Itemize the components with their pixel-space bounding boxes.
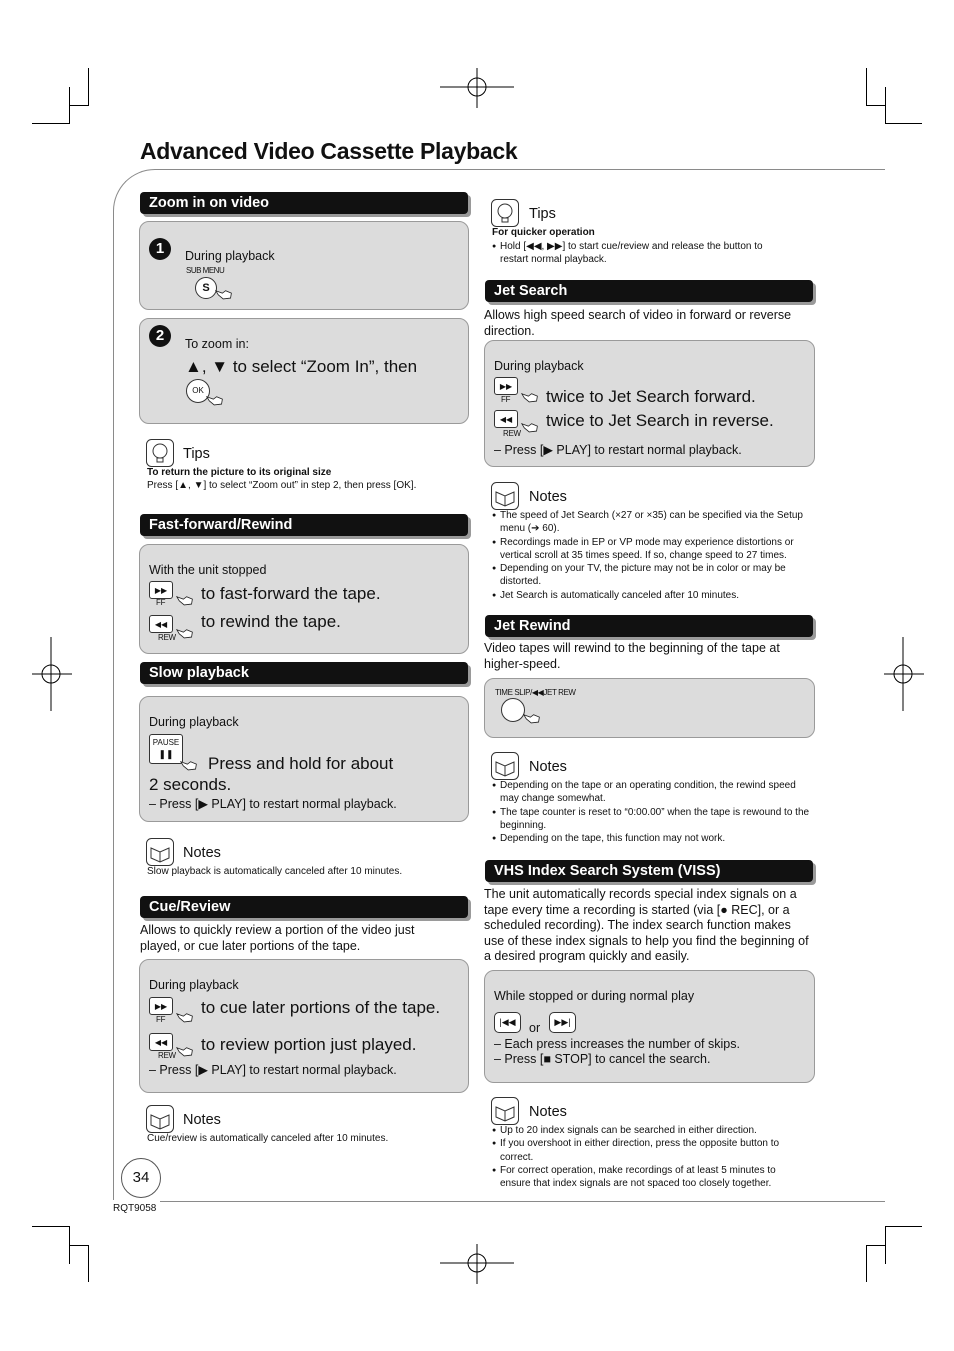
pause-icon: ❚❚ [158, 749, 174, 759]
viss-note: ● If you overshoot in either direction, press the opposite button to correct. [492, 1137, 802, 1164]
doc-code: RQT9058 [113, 1203, 157, 1214]
notes-book-icon [491, 752, 519, 780]
cue-rew-text: to review portion just played. [201, 1035, 417, 1054]
slow-heading: Slow playback [140, 662, 468, 684]
step-number-1: 1 [149, 238, 171, 260]
hand-press-icon [176, 1045, 194, 1057]
slow-restart: – Press [▶ PLAY] to restart normal playback. [149, 797, 397, 811]
ff-button[interactable]: ▶▶ [149, 581, 173, 599]
notes-book-icon [146, 1105, 174, 1133]
jet-search-notes [492, 509, 810, 602]
registration-mark-left [32, 637, 72, 711]
hand-press-icon [180, 759, 198, 771]
zoom-tips-heading: To return the picture to its original size [147, 467, 332, 478]
viss-line1: – Each press increases the number of skips. [494, 1037, 740, 1051]
jet-search-note: ● Depending on your TV, the picture may not be in color or may be distorted. [492, 562, 810, 589]
jet-rewind-box [484, 678, 815, 738]
viss-notes-label: Notes [529, 1104, 567, 1120]
right-tips-text [492, 240, 792, 267]
viss-intro: The unit automatically records special index signals on a tape every time a recording is started (via [● REC], or a scheduled recording). The index search function makes use of these index signals to help you find the beginning of a desired program quickly and easily. [484, 887, 809, 964]
hand-press-icon [176, 627, 194, 639]
zoom-tips-label: Tips [183, 446, 210, 462]
zoom-tips-text: Press [▲, ▼] to select “Zoom out” in step 2, then press [OK]. [147, 480, 417, 491]
registration-mark-top [440, 68, 514, 108]
registration-mark-right [884, 637, 924, 711]
hand-press-icon [521, 421, 539, 433]
jet-rewind-notes [492, 779, 810, 845]
jet-rewind-note: ● Depending on the tape, this function may not work. [492, 832, 810, 845]
pause-button[interactable] [149, 734, 183, 764]
ff-key-label: FF [156, 1015, 166, 1024]
ffrew-condition: With the unit stopped [149, 563, 267, 577]
cue-ff-text: to cue later portions of the tape. [201, 998, 441, 1017]
viss-notes [492, 1124, 802, 1190]
hand-press-icon [176, 1011, 194, 1023]
jet-rewind-heading: Jet Rewind [485, 615, 813, 637]
ff-button[interactable]: ▶▶ [149, 997, 173, 1015]
slow-note: Slow playback is automatically canceled after 10 minutes. [147, 866, 403, 877]
page-number: 34 [121, 1158, 161, 1198]
tips-lightbulb-icon [146, 439, 174, 467]
ff-key-label: FF [501, 395, 511, 404]
zoom-heading: Zoom in on video [140, 192, 468, 214]
cue-restart: – Press [▶ PLAY] to restart normal playback. [149, 1063, 397, 1077]
cue-intro: Allows to quickly review a portion of the video just played, or cue later portions of the tape. [140, 923, 415, 953]
jet-rew-key-label: TIME SLIP/◀◀JET REW [495, 688, 576, 697]
frame-top-rule [155, 169, 885, 170]
ff-text: to fast-forward the tape. [201, 584, 381, 603]
hand-press-icon [523, 712, 541, 724]
viss-box [484, 970, 815, 1083]
right-tips-item: ● Hold [◀◀, ▶▶] to start cue/review and release the button to restart normal playback. [492, 240, 792, 267]
viss-heading: VHS Index Search System (VISS) [485, 860, 813, 882]
time-slip-jet-rew-button[interactable] [501, 698, 525, 722]
ok-key-label: OK [192, 386, 204, 395]
rew-button[interactable]: ◀◀ [149, 615, 173, 633]
cue-notes-label: Notes [183, 1112, 221, 1128]
skip-back-button[interactable]: |◀◀ [494, 1012, 521, 1033]
jet-search-restart: – Press [▶ PLAY] to restart normal playback. [494, 443, 742, 457]
ffrew-heading: Fast-forward/Rewind [140, 514, 468, 536]
frame-bottom-rule [160, 1201, 885, 1202]
slow-condition: During playback [149, 715, 239, 729]
page-title: Advanced Video Cassette Playback [140, 138, 518, 164]
sub-menu-key-label: SUB MENU [186, 266, 225, 275]
jet-rewind-note: ● The tape counter is reset to “0:00.00” when the tape is rewound to the beginning. [492, 806, 810, 833]
jet-search-box [484, 340, 815, 467]
jet-search-heading: Jet Search [485, 280, 813, 302]
right-tips-label: Tips [529, 206, 556, 222]
slow-action-line1: Press and hold for about [208, 754, 394, 773]
zoom-step1-box [139, 221, 469, 310]
slow-action-line2: 2 seconds. [149, 775, 232, 794]
rew-button[interactable]: ◀◀ [494, 410, 518, 428]
step2-condition: To zoom in: [185, 337, 249, 351]
slow-box [139, 696, 469, 822]
step-number-2: 2 [149, 325, 171, 347]
step2-action: ▲, ▼ to select “Zoom In”, then [185, 357, 418, 376]
cue-box [139, 959, 469, 1093]
viss-or: or [529, 1021, 541, 1035]
ff-button[interactable]: ▶▶ [494, 377, 518, 395]
ffrew-box [139, 544, 469, 654]
slow-notes-label: Notes [183, 845, 221, 861]
notes-book-icon [491, 1097, 519, 1125]
rew-text: to rewind the tape. [201, 612, 341, 631]
hand-press-icon [176, 594, 194, 606]
jet-search-ff-text: twice to Jet Search forward. [546, 387, 756, 406]
registration-mark-bottom [440, 1244, 514, 1284]
step1-condition: During playback [185, 249, 275, 263]
jet-search-intro: Allows high speed search of video in forward or reverse direction. [484, 308, 792, 338]
viss-note: ● For correct operation, make recordings of at least 5 minutes to ensure that index signals are not spaced too closely together. [492, 1164, 802, 1191]
hand-press-icon [215, 288, 233, 300]
hand-press-icon [206, 394, 224, 406]
jet-search-condition: During playback [494, 359, 584, 373]
viss-line2: – Press [■ STOP] to cancel the search. [494, 1052, 711, 1066]
rew-key-label: REW [158, 633, 176, 642]
rew-button[interactable]: ◀◀ [149, 1033, 173, 1051]
hand-press-icon [521, 391, 539, 403]
jet-search-note: ● The speed of Jet Search (×27 or ×35) can be specified via the Setup menu (➔ 60). [492, 509, 810, 536]
cue-condition: During playback [149, 978, 239, 992]
notes-book-icon [491, 482, 519, 510]
cue-heading: Cue/Review [140, 896, 468, 918]
right-tips-heading: For quicker operation [492, 227, 595, 238]
rew-key-label: REW [158, 1051, 176, 1060]
jet-rewind-notes-label: Notes [529, 759, 567, 775]
jet-rewind-note: ● Depending on the tape or an operating condition, the rewind speed may change somewhat. [492, 779, 810, 806]
jet-search-notes-label: Notes [529, 489, 567, 505]
jet-rewind-intro: Video tapes will rewind to the beginning of the tape at higher-speed. [484, 641, 780, 671]
notes-book-icon [146, 838, 174, 866]
sub-menu-key-letter: S [202, 282, 210, 294]
viss-condition: While stopped or during normal play [494, 989, 695, 1003]
tips-lightbulb-icon [491, 199, 519, 227]
jet-search-rew-text: twice to Jet Search in reverse. [546, 411, 774, 430]
cue-note: Cue/review is automatically canceled after 10 minutes. [147, 1133, 389, 1144]
ff-key-label: FF [156, 598, 166, 607]
jet-search-note: ● Jet Search is automatically canceled after 10 minutes. [492, 589, 810, 602]
zoom-step2-box [139, 318, 469, 424]
skip-forward-button[interactable]: ▶▶| [549, 1012, 576, 1033]
rew-key-label: REW [503, 429, 521, 438]
jet-search-note: ● Recordings made in EP or VP mode may experience distortions or vertical scroll at 35 times speed. If so, change speed to 27 times. [492, 536, 810, 563]
sub-menu-button[interactable] [195, 277, 217, 299]
viss-note: ● Up to 20 index signals can be searched in either direction. [492, 1124, 802, 1137]
pause-key-label: PAUSE [152, 738, 180, 747]
